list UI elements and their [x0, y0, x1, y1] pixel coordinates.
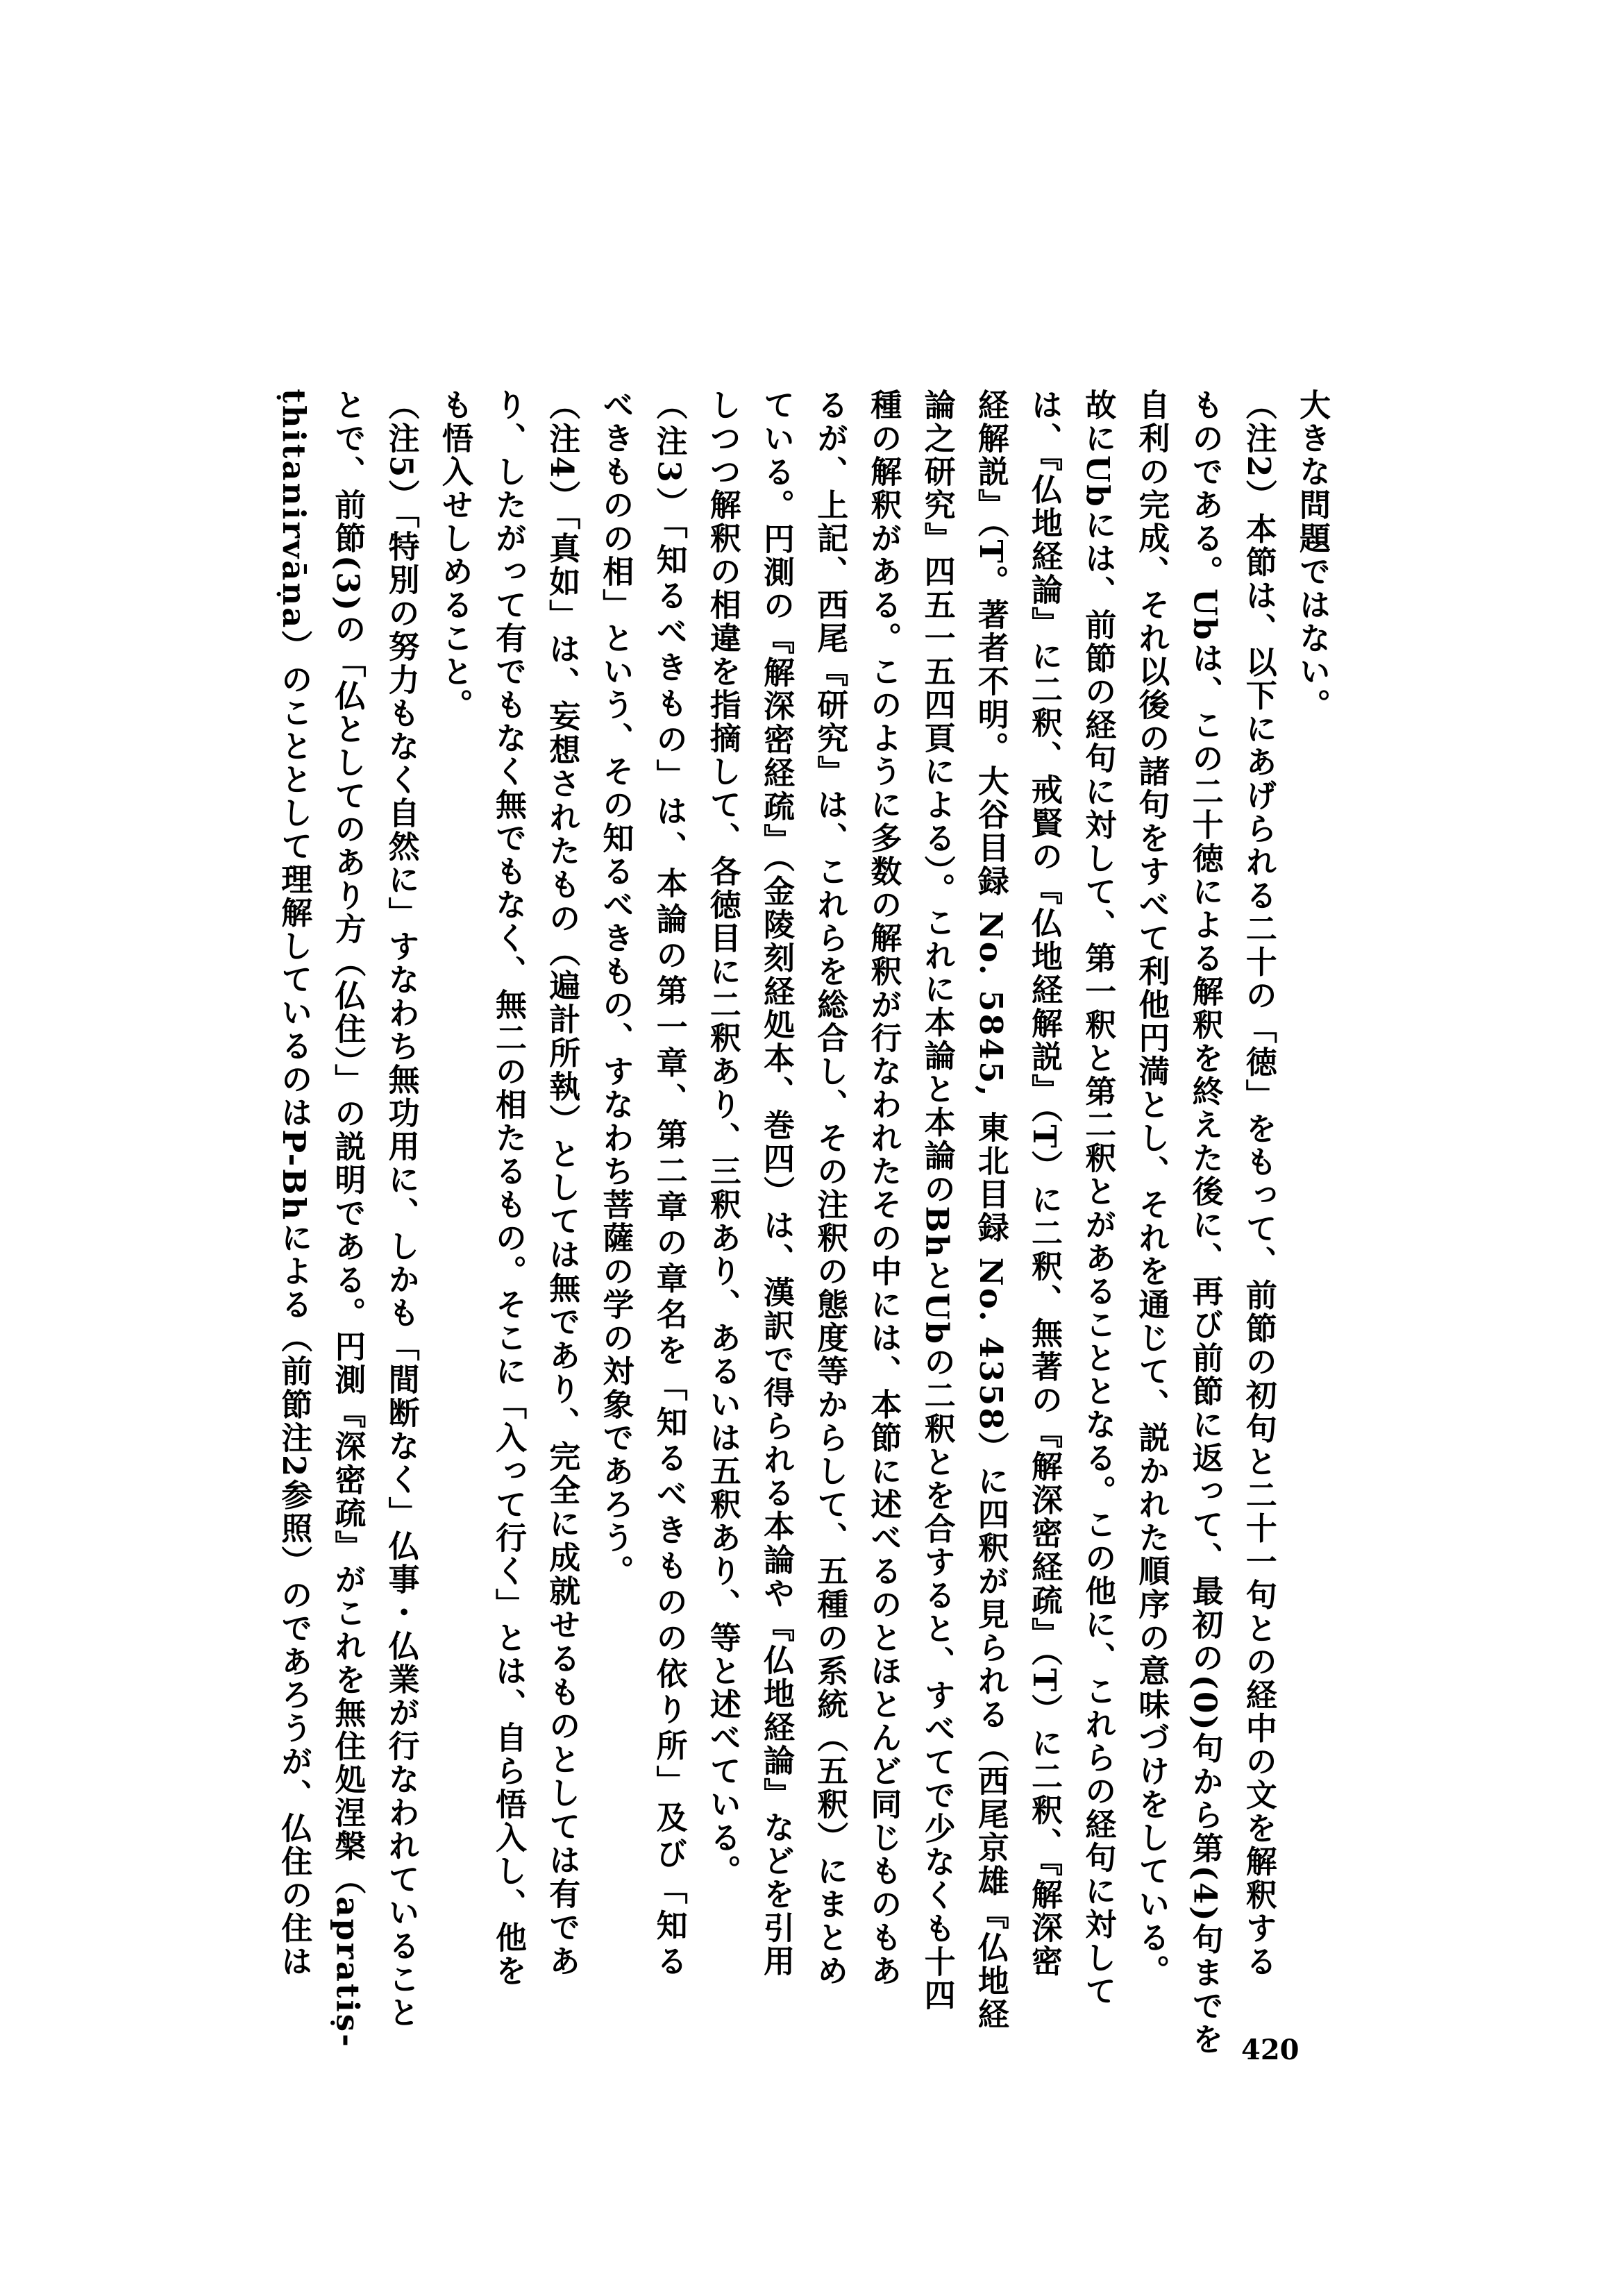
text-line: 論之研究』四五一五四頁による）。これに本論と本論のBhとUbの二釈とを合すると、すべてで少なくも十四 — [918, 389, 956, 2012]
text-line: 自利の完成、それ以後の諸句をすべて利他円満とし、それを通じて、説かれた順序の意味づけをしている。 — [1133, 389, 1170, 1988]
text-line: ものである。Ubは、この二十徳による解釈を終えた後に、再び前節に返って、最初の(0)句から第(4)句までを — [1186, 389, 1224, 2057]
text-line: 故にUbには、前節の経句に対して、第一釈と第二釈とがあることとなる。この他に、これらの経句に対して — [1079, 389, 1117, 2008]
text-line: （注4）「真如」は、妄想されたもの（遍計所執）としては無であり、完全に成就せるものとしては有であ — [544, 389, 581, 1978]
text-line: ṭhitanirvāṇa）のこととして理解しているのはP-Bhによる（前節注2参照）のであろうが、仏住の住は — [276, 389, 313, 1979]
text-line: ている。円測の『解深密経疏』（金陵刻経処本、巻四）は、漢訳で得られる本論や『仏地経論』などを引用 — [758, 389, 795, 1978]
text-line: は、『仏地経論』に二釈、戒賢の『仏地経解説』（T）に二釈、無著の『解深密経疏』（T）に二釈、『解深密 — [1026, 389, 1063, 1978]
text-line: しつつ解釈の相違を指摘して、各徳目に二釈あり、三釈あり、あるいは五釈あり、等と述べている。 — [704, 389, 741, 1888]
text-line: 経解説』（T。著者不明。大谷目録 No. 5845, 東北目録 No. 4358）に四釈が見られる（西尾京雄『仏地経 — [972, 389, 1009, 2032]
text-line: （注5）「特別の努力もなく自然に」すなわち無功用に、しかも「間断なく」仏事・仏業が行なわれていること — [382, 389, 420, 2029]
text-line: も悟入せしめること。 — [436, 389, 473, 722]
text-line: べきものの相」という、その知るべきもの、すなわち菩薩の学の対象であろう。 — [597, 389, 634, 1588]
text-line: り、したがって有でもなく無でもなく、無二の相たるもの。そこに「入って行く」とは、自ら悟入し、他を — [490, 389, 527, 1988]
page-number: 420 — [1241, 2034, 1300, 2066]
text-line: るが、上記、西尾『研究』は、これらを総合し、その注釈の態度等からして、五種の系統（五釈）にまとめ — [812, 389, 849, 1988]
text-line: （注2）本節は、以下にあげられる二十の「徳」をもって、前節の初句と二十一句との経中の文を解釈する — [1240, 389, 1277, 1979]
text-line: （注3）「知るべきもの」は、本論の第一章、第二章の章名を「知るべきものの依り所」及び「知る — [650, 389, 688, 1978]
text-line: 大きな問題ではない。 — [1294, 389, 1331, 722]
text-line: 種の解釈がある。このように多数の解釈が行なわれたその中には、本節に述べるのとほとんど同じものもあ — [865, 389, 902, 1988]
text-line: とで、前節(3)の「仏としてのあり方（仏住）」の説明である。円測『深密疏』がこれを無住処涅槃（apratiṣ- — [329, 389, 367, 2049]
